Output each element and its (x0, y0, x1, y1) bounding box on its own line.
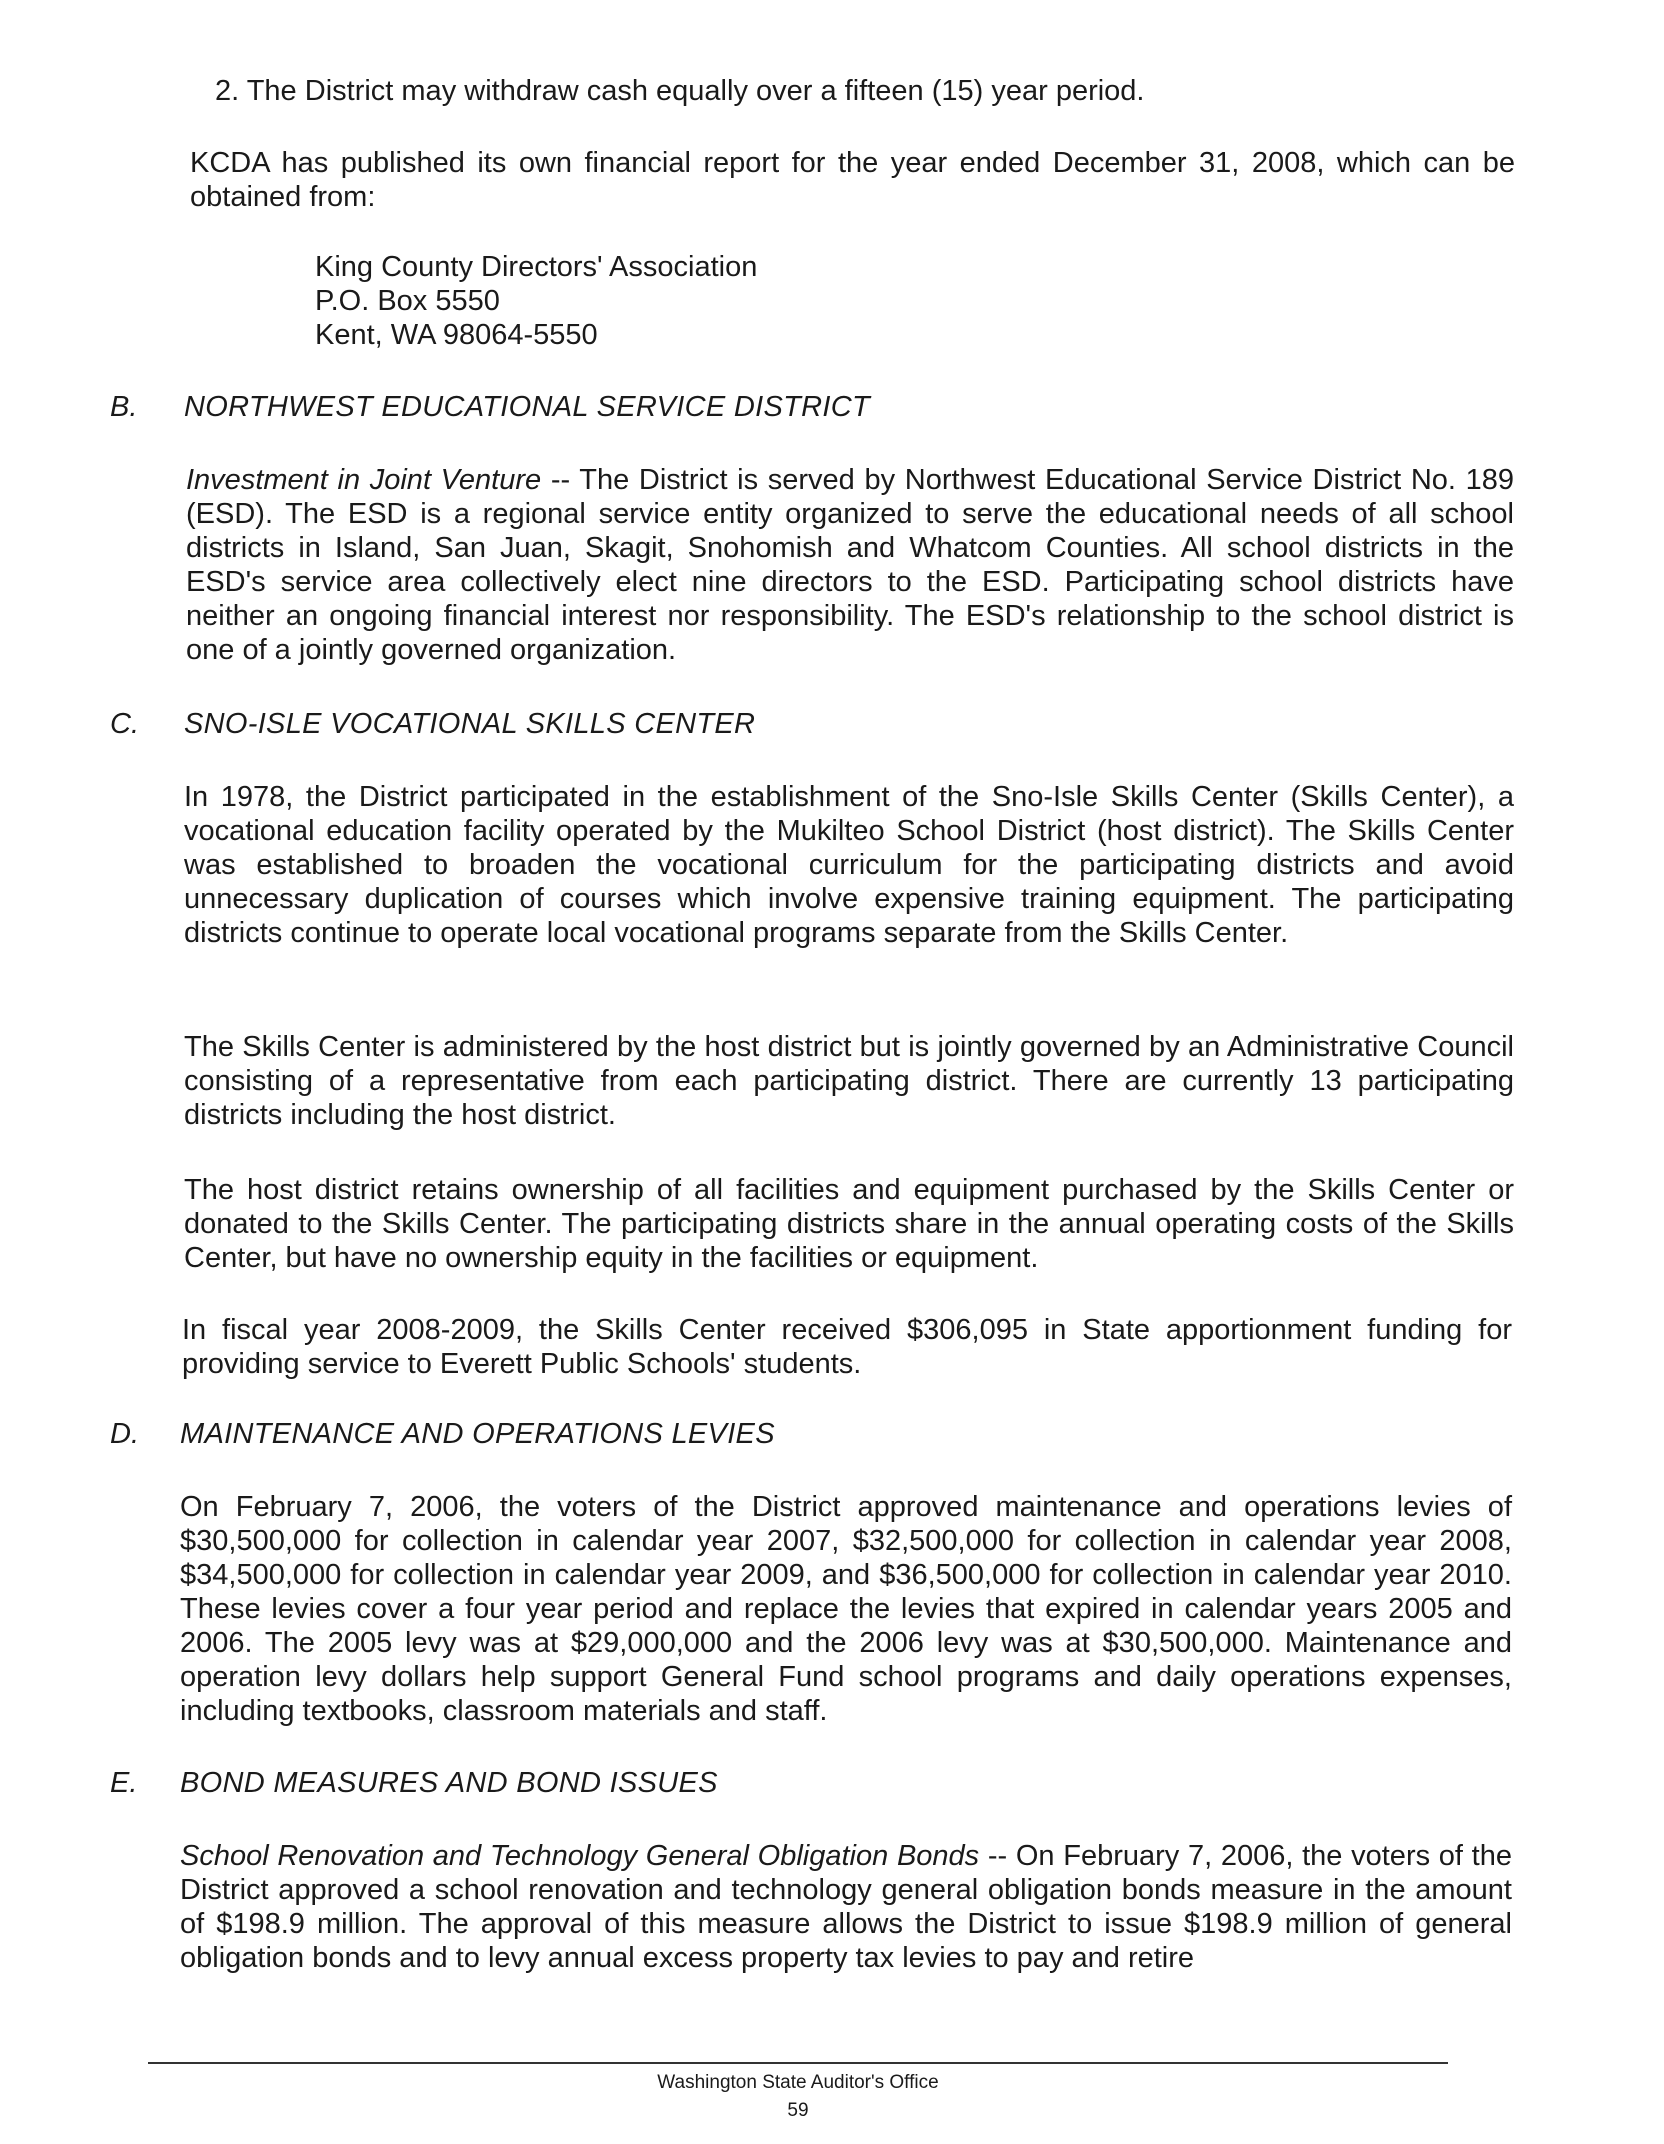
section-d-heading: MAINTENANCE AND OPERATIONS LEVIES (180, 1418, 775, 1450)
section-c-letter: C. (110, 708, 139, 740)
section-e-letter: E. (110, 1767, 138, 1799)
section-b-letter: B. (110, 391, 138, 423)
section-e-heading: BOND MEASURES AND BOND ISSUES (180, 1767, 718, 1799)
section-b-lead: Investment in Joint Venture (186, 464, 542, 496)
section-d-paragraph: On February 7, 2006, the voters of the District approved maintenance and operations levies of $30,500,000 for collection in calendar year 2007, $32,500,000 for collection in calendar year 2008, $34,500,000 for collection in calendar year 2009, and $36,500,000 for collection in calendar year 2010. These levies cover a four year period and replace the levies that expired in calendar years 2005 and 2006. The 2005 levy was at $29,000,000 and the 2006 levy was at $30,500,000. Maintenance and operation levy dollars help support General Fund school programs and daily operations expenses, including textbooks, classroom materials and staff. (180, 1491, 1512, 1727)
address-line-1: King County Directors' Association (315, 251, 758, 283)
kcda-report-paragraph: KCDA has published its own financial report for the year ended December 31, 2008, which can be obtained from: (190, 147, 1515, 213)
section-e-paragraph (180, 1839, 1512, 1975)
section-e-lead: School Renovation and Technology General Obligation Bonds (180, 1840, 980, 1872)
section-e-text: -- On February 7, 2006, the voters of the District approved a school renovation and technology general obligation bonds measure in the amount of $198.9 million. The approval of this measure allows the District to issue $198.9 million of general obligation bonds and to levy annual excess property tax levies to pay and retire (180, 1840, 1512, 1974)
page-number: 59 (787, 2100, 809, 2121)
section-c-paragraph-1: In 1978, the District participated in the establishment of the Sno-Isle Skills Center (Skills Center), a vocational education facility operated by the Mukilteo School District (host district). The Skills Center was established to broaden the vocational curriculum for the participating districts and avoid unnecessary duplication of courses which involve expensive training equipment. The participating districts continue to operate local vocational programs separate from the Skills Center. (184, 781, 1514, 949)
section-b-heading: NORTHWEST EDUCATIONAL SERVICE DISTRICT (184, 391, 871, 423)
section-c-paragraph-4: In fiscal year 2008-2009, the Skills Center received $306,095 in State apportionment funding for providing service to Everett Public Schools' students. (182, 1314, 1512, 1380)
list-item-2: 2. The District may withdraw cash equally over a fifteen (15) year period. (215, 75, 1145, 107)
kcda-address (315, 250, 757, 352)
section-b-paragraph (186, 463, 1514, 667)
footer-office: Washington State Auditor's Office (657, 2072, 939, 2093)
footer-divider (148, 2062, 1448, 2064)
section-c-heading: SNO-ISLE VOCATIONAL SKILLS CENTER (184, 708, 756, 740)
section-c-paragraph-3: The host district retains ownership of all facilities and equipment purchased by the Skills Center or donated to the Skills Center. The participating districts share in the annual operating costs of the Skills Center, but have no ownership equity in the facilities or equipment. (184, 1174, 1514, 1274)
address-line-2: P.O. Box 5550 (315, 285, 500, 317)
section-d-letter: D. (110, 1418, 139, 1450)
address-line-3: Kent, WA 98064-5550 (315, 319, 598, 351)
section-b-text: -- The District is served by Northwest Educational Service District No. 189 (ESD). The ESD is a regional service entity organized to serve the educational needs of all school districts in Island, San Juan, Skagit, Snohomish and Whatcom Counties. All school districts in the ESD's service area collectively elect nine directors to the ESD. Participating school districts have neither an ongoing financial interest nor responsibility. The ESD's relationship to the school district is one of a jointly governed organization. (186, 464, 1514, 666)
section-c-paragraph-2: The Skills Center is administered by the host district but is jointly governed by an Administrative Council consisting of a representative from each participating district. There are currently 13 participating districts including the host district. (184, 1031, 1514, 1131)
